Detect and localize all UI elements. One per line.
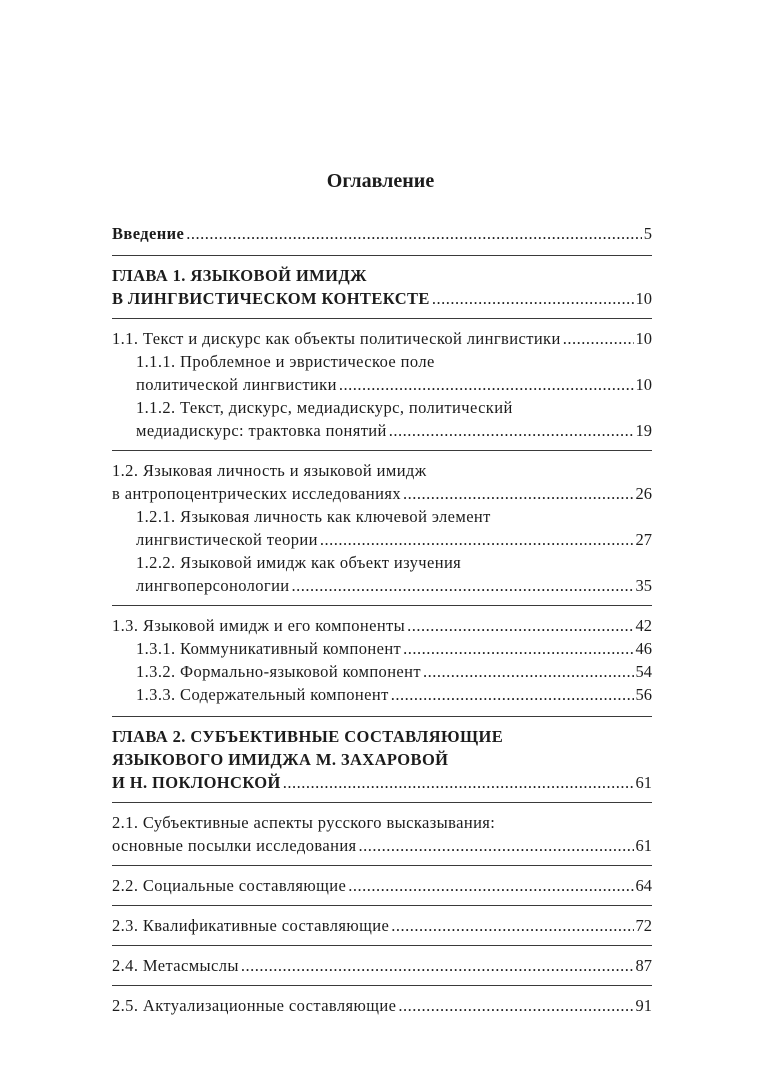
toc-entry-text: 1.3. Языковой имидж и его компоненты xyxy=(112,616,406,635)
toc-section-2-5[interactable] xyxy=(112,994,652,1017)
toc-page-number: 61 xyxy=(635,836,652,855)
toc-section-1-2-2[interactable] xyxy=(112,551,652,597)
toc-entry-text: ЯЗЫКОВОГО ИМИДЖА М. ЗАХАРОВОЙ xyxy=(112,750,449,769)
toc-entry-text: ГЛАВА 2. СУБЪЕКТИВНЫЕ СОСТАВЛЯЮЩИЕ xyxy=(112,727,504,746)
toc-entry-text: политической лингвистики xyxy=(136,375,337,394)
toc-entry-text: 1.3.1. Коммуникативный компонент xyxy=(136,639,402,658)
toc-leader-dots xyxy=(348,874,633,897)
toc-entry-text: 1.1.1. Проблемное и эвристическое поле xyxy=(136,352,435,371)
toc-entry-text: 2.5. Актуализационные составляющие xyxy=(112,996,397,1015)
toc-section-2-1[interactable] xyxy=(112,811,652,857)
toc-section-1-1-1[interactable] xyxy=(112,350,652,396)
toc-entry-text: 2.4. Метасмыслы xyxy=(112,956,239,975)
toc-entry-text: лингвистической теории xyxy=(136,530,318,549)
toc-leader-dots xyxy=(398,994,633,1017)
toc-leader-dots xyxy=(320,528,634,551)
toc-leader-dots xyxy=(563,327,634,350)
toc-entry-text: В ЛИНГВИСТИЧЕСКОМ КОНТЕКСТЕ xyxy=(112,289,430,308)
toc-page-number: 91 xyxy=(635,996,652,1015)
page-title: Оглавление xyxy=(326,170,435,192)
toc-page-number: 5 xyxy=(643,224,652,243)
toc-page-number: 19 xyxy=(635,421,652,440)
toc-page-number: 46 xyxy=(635,639,652,658)
toc-page-number: 27 xyxy=(635,530,652,549)
toc-leader-dots xyxy=(391,914,633,937)
toc-entry-text: в антропоцентрических исследованиях xyxy=(112,484,401,503)
toc-chapter-2[interactable] xyxy=(112,725,652,794)
toc-leader-dots xyxy=(403,637,633,660)
toc-page-number: 10 xyxy=(635,329,652,348)
toc-entry-text: 2.1. Субъективные аспекты русского высказывания: xyxy=(112,813,496,832)
toc-section-1-2-1[interactable] xyxy=(112,505,652,551)
toc-entry-text: 2.3. Квалификативные составляющие xyxy=(112,916,390,935)
toc-section-1-3-3[interactable] xyxy=(112,683,652,706)
toc-page-number: 10 xyxy=(635,375,652,394)
toc-entry-text: 1.3.2. Формально-языковой компонент xyxy=(136,662,422,681)
toc-entry-text: 1.1. Текст и дискурс как объекты политической лингвистики xyxy=(112,329,561,348)
toc-leader-dots xyxy=(241,954,634,977)
toc-page-number: 10 xyxy=(635,289,652,308)
toc-page-number: 87 xyxy=(635,956,652,975)
toc-chapter-1[interactable] xyxy=(112,264,652,310)
toc-leader-dots xyxy=(391,683,634,706)
toc-entry-text: 1.2.1. Языковая личность как ключевой элемент xyxy=(136,507,491,526)
toc-entry-text: 2.2. Социальные составляющие xyxy=(112,876,347,895)
toc-section-1-3-1[interactable] xyxy=(112,637,652,660)
toc-leader-dots xyxy=(359,834,634,857)
toc-page-number: 64 xyxy=(635,876,652,895)
toc-section-1-2[interactable] xyxy=(112,459,652,505)
toc-section-1-3-2[interactable] xyxy=(112,660,652,683)
toc-section-1-3[interactable] xyxy=(112,614,652,637)
toc-section-2-4[interactable] xyxy=(112,954,652,977)
toc-leader-dots xyxy=(432,287,634,310)
toc-entry-text: 1.2.2. Языковой имидж как объект изучения xyxy=(136,553,462,572)
toc-leader-dots xyxy=(292,574,634,597)
toc-entry-text: Введение xyxy=(112,224,185,243)
toc-leader-dots xyxy=(407,614,633,637)
toc-page-number: 54 xyxy=(635,662,652,681)
toc-entry-text: лингвоперсонологии xyxy=(136,576,290,595)
toc-page-number: 26 xyxy=(635,484,652,503)
table-of-contents xyxy=(112,222,652,1017)
toc-entry-text: основные посылки исследования xyxy=(112,836,357,855)
toc-page-number: 61 xyxy=(635,773,652,792)
toc-page-number: 72 xyxy=(635,916,652,935)
toc-entry-introduction[interactable] xyxy=(112,222,652,245)
toc-leader-dots xyxy=(403,482,634,505)
toc-section-1-1-2[interactable] xyxy=(112,396,652,442)
toc-page-number: 42 xyxy=(635,616,652,635)
toc-section-2-2[interactable] xyxy=(112,874,652,897)
toc-entry-text: 1.3.3. Содержательный компонент xyxy=(136,685,389,704)
toc-leader-dots xyxy=(423,660,633,683)
toc-leader-dots xyxy=(339,373,634,396)
toc-entry-text: медиадискурс: трактовка понятий xyxy=(136,421,387,440)
toc-leader-dots xyxy=(283,771,634,794)
toc-entry-text: 1.1.2. Текст, дискурс, медиадискурс, политический xyxy=(136,398,513,417)
toc-leader-dots xyxy=(186,222,642,245)
toc-entry-text: И Н. ПОКЛОНСКОЙ xyxy=(112,773,281,792)
toc-entry-text: ГЛАВА 1. ЯЗЫКОВОЙ ИМИДЖ xyxy=(112,266,367,285)
toc-page-number: 35 xyxy=(635,576,652,595)
toc-leader-dots xyxy=(389,419,634,442)
toc-section-2-3[interactable] xyxy=(112,914,652,937)
toc-section-1-1[interactable] xyxy=(112,327,652,350)
toc-entry-text: 1.2. Языковая личность и языковой имидж xyxy=(112,461,427,480)
toc-page-number: 56 xyxy=(635,685,652,704)
